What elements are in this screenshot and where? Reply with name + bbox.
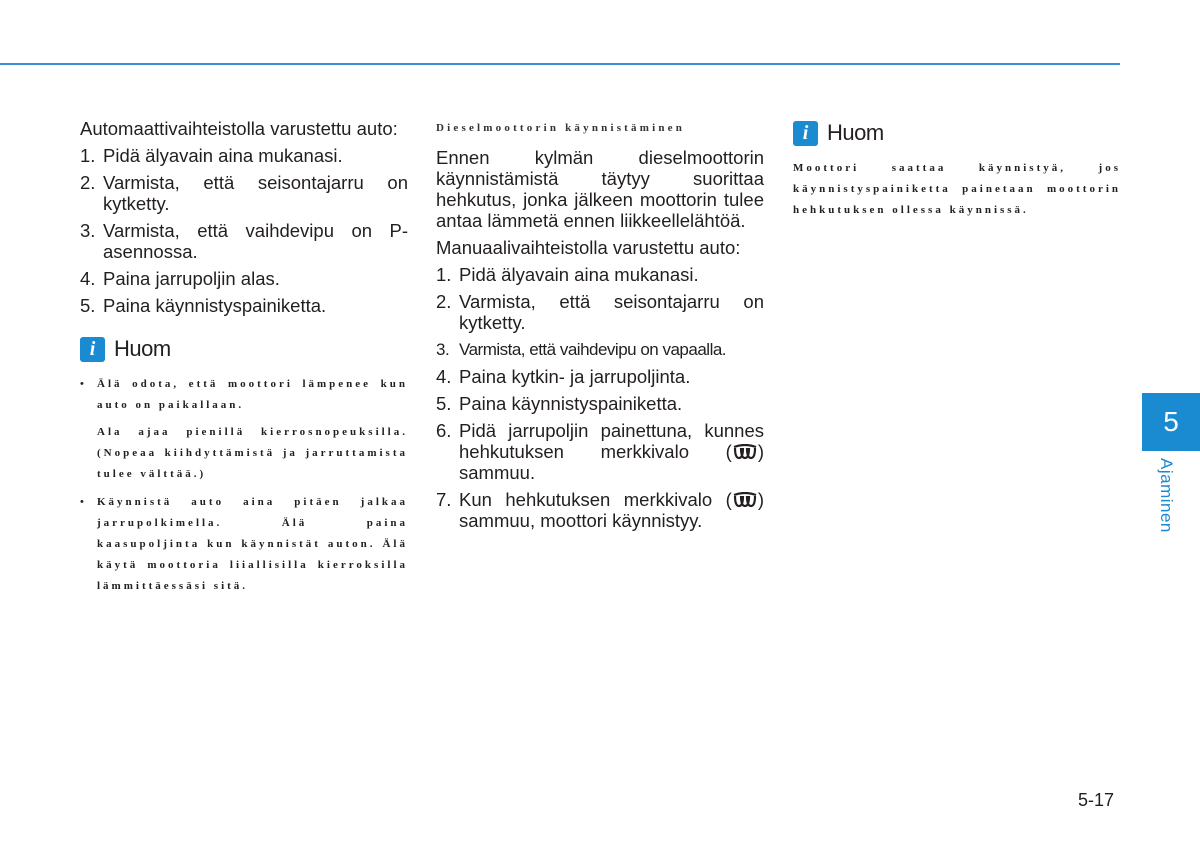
top-rule: [0, 63, 1120, 65]
note-text: Moottori saattaa käynnistyä, jos käynnistyspainiketta painetaan moottorin hehkutuksen ollessa käynnissä.: [793, 162, 1121, 216]
list-item: 2. Varmista, että seisontajarru on kytketty.: [80, 172, 408, 214]
note-heading: [80, 336, 408, 362]
glow-plug-indicator-icon: [732, 444, 758, 461]
list-item: 5. Paina käynnistyspainiketta.: [80, 295, 327, 316]
column-diesel: [436, 118, 764, 537]
note-title: Huom: [827, 120, 884, 145]
list-item: 1. Pidä älyavain aina mukanasi.: [436, 264, 699, 285]
list-item: 2. Varmista, että seisontajarru on kytketty.: [436, 291, 764, 333]
list-item: 5. Paina käynnistyspainiketta.: [436, 393, 683, 414]
diesel-intro: Ennen kylmän dieselmoottorin käynnistämistä täytyy suorittaa hehkutus, jonka jälkeen moottorin tulee antaa lämmetä ennen liikkeellelähtöä.: [436, 147, 764, 231]
info-icon: i: [80, 337, 105, 362]
page-number: 5-17: [1078, 790, 1115, 810]
list-item: 1. Pidä älyavain aina mukanasi.: [80, 145, 343, 166]
list-item: 3. Varmista, että vaihdevipu on vapaalla.: [436, 340, 727, 359]
note-sub-paragraph: Ala ajaa pienillä kierrosnopeuksilla. (Nopeaa kiihdyttämistä ja jarruttamista tulee välttää.): [97, 426, 408, 480]
bullet-icon: •: [80, 378, 84, 390]
note-heading: [793, 120, 1121, 146]
note-title: Huom: [114, 336, 171, 361]
bullet-icon: •: [80, 496, 84, 508]
list-item: • Käynnistä auto aina pitäen jalkaa jarrupolkimella. Älä paina kaasupoljinta kun käynnistät auton. Älä käytä moottoria liiallisilla kierroksilla lämmittäessäsi sitä.: [80, 492, 408, 597]
manual-intro: Manuaalivaihteistolla varustettu auto:: [436, 237, 741, 258]
chapter-tab: 5: [1142, 393, 1200, 451]
manual-steps: [436, 264, 764, 531]
info-icon: i: [793, 121, 818, 146]
list-item: • Älä odota, että moottori lämpenee kun auto on paikallaan. Ala ajaa pienillä kierrosnopeuksilla. (Nopeaa kiihdyttämistä ja jarruttamista tulee välttää.): [80, 374, 408, 485]
list-item: 4. Paina jarrupoljin alas.: [80, 268, 280, 289]
list-item: 7. Kun hehkutuksen merkkivalo ( ) sammuu, moottori käynnistyy.: [436, 489, 764, 531]
column-automatic: [80, 118, 408, 604]
automatic-intro: Automaattivaihteistolla varustettu auto:: [80, 118, 398, 139]
column-note: [793, 100, 1121, 221]
list-item: 3. Varmista, että vaihdevipu on P-asennossa.: [80, 220, 408, 262]
note-bullets: [80, 374, 408, 597]
list-item: 4. Paina kytkin- ja jarrupoljinta.: [436, 366, 691, 387]
list-item: 6. Pidä jarrupoljin painettuna, kunnes hehkutuksen merkkivalo ( ) sammuu.: [436, 420, 764, 483]
chapter-label: Ajaminen: [1157, 458, 1176, 533]
automatic-steps: [80, 145, 408, 316]
section-title: Dieselmoottorin käynnistäminen: [436, 122, 686, 134]
glow-plug-indicator-icon: [732, 492, 758, 509]
